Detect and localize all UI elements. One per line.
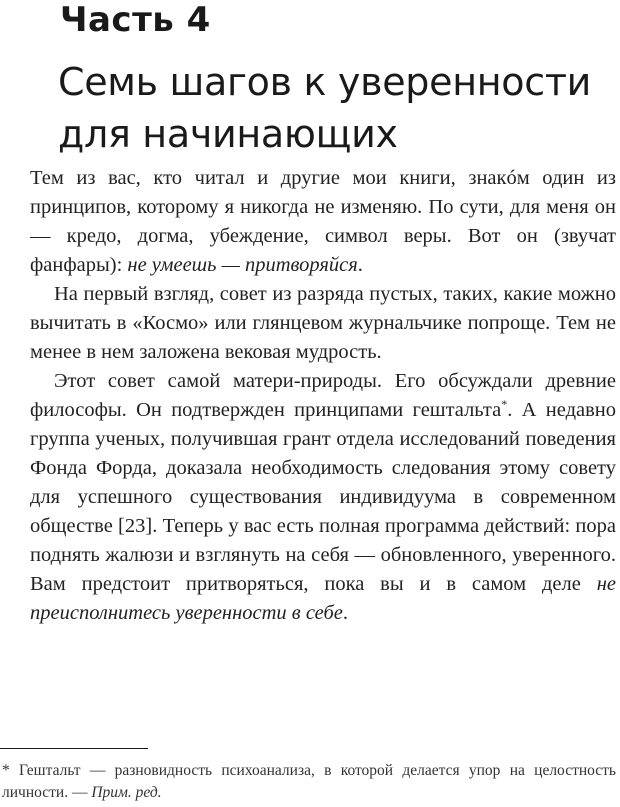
chapter-title-line-2: для начинающих	[58, 112, 398, 156]
part-label: Часть 4	[60, 0, 211, 40]
paragraph-3-text: Этот совет самой матери-природы. Его обсуждали древние философы. Он подтвержден принципами гештальта	[30, 370, 616, 421]
footnote-mark: *	[2, 762, 10, 779]
paragraph-3-text-cont: . А недавно группа ученых, получившая грант отдела исследований поведения Фонда Форда, доказала необходимость следования этому совету для успешного существования индивидуума в современном обществе [23]. Теперь у вас есть полная программа действий: пора поднять жалюзи и взглянуть на себя — обновленного, уверенного. Вам предстоит притворяться, пока вы и в самом деле	[30, 399, 616, 595]
paragraph-3-end: .	[342, 602, 349, 624]
paragraph-1-italic: не умеешь — притворяйся	[127, 254, 358, 276]
paragraph-3	[30, 367, 616, 628]
footnote-reference: *	[501, 397, 508, 412]
footnote-divider	[0, 748, 148, 749]
paragraph-2: На первый взгляд, совет из разряда пустых, таких, какие можно вычитать в «Космо» или глянцевом журнальчике попроще. Тем не менее в нем заложена вековая мудрость.	[30, 283, 616, 363]
chapter-title	[58, 56, 618, 160]
paragraph-3-italic: не преисполнитесь уверенности в себе	[30, 573, 616, 624]
paragraph-1	[30, 164, 616, 280]
chapter-title-line-1: Семь шагов к уверенности	[58, 60, 592, 104]
footnote	[2, 760, 616, 804]
paragraph-1-end: .	[357, 254, 363, 276]
footnote-text: Гештальт — разновидность психоанализа, в которой делается упор на целостность личности. —	[2, 762, 616, 801]
paragraph-1-text: Тем из вас, кто читал и другие мои книги, знакóм один из принципов, которому я никогда не изменяю. По сути, для меня он — кредо, догма, убеждение, символ веры. Вот он (звучат фанфары):	[30, 167, 616, 276]
footnote-italic: Прим. ред.	[91, 784, 162, 801]
body-text	[30, 164, 616, 628]
